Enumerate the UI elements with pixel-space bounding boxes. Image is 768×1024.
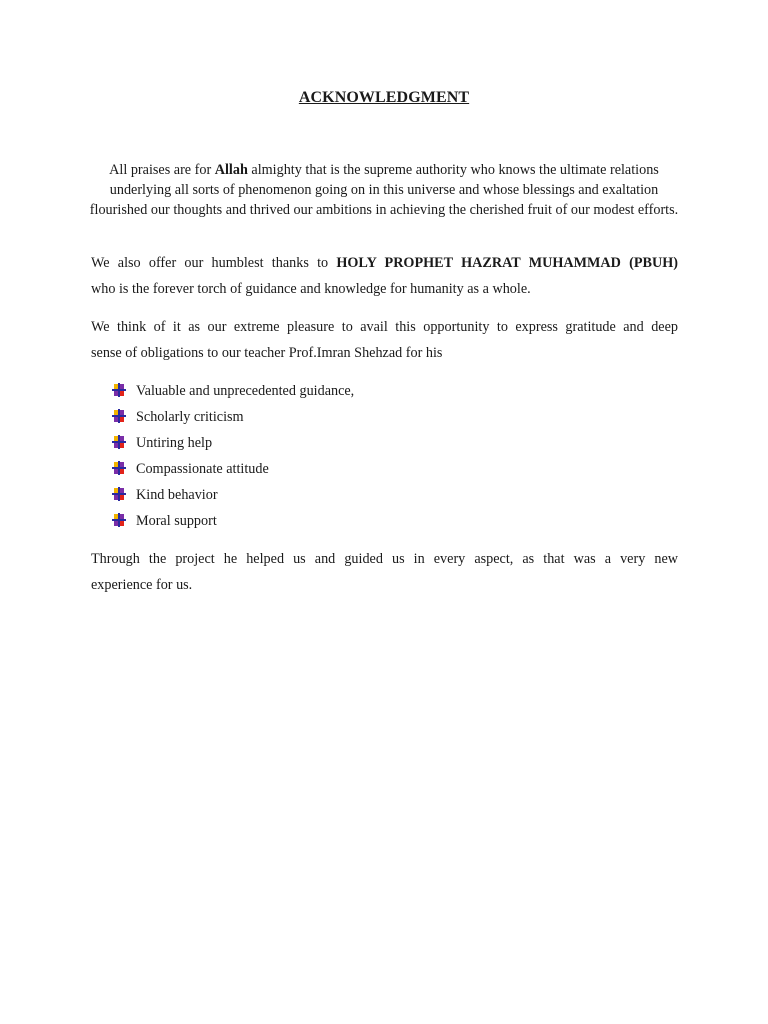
pin-bullet-icon xyxy=(112,435,126,449)
project-help-line-1: Through the project he helped us and guided us in every aspect, as that was a very new xyxy=(91,551,678,567)
paragraph-project-help xyxy=(91,546,678,598)
page-title: ACKNOWLEDGMENT xyxy=(298,89,470,106)
prophet-thanks-text: We also offer our humblest thanks to xyxy=(91,255,337,271)
project-help-line-2: experience for us. xyxy=(91,577,193,593)
gratitude-line-1: We think of it as our extreme pleasure to avail this opportunity to express gratitude and deep xyxy=(91,319,678,335)
list-item xyxy=(112,482,354,508)
list-item xyxy=(112,430,354,456)
paragraph-teacher-gratitude xyxy=(91,314,678,366)
praise-text-end: almighty that is the supreme authority who knows the ultimate relations underlying all sorts of phenomenon going on in this universe and whose blessings and exaltation flourished our thoughts and thrived our ambitions in achieving the cherished fruit of our modest efforts. xyxy=(89,162,679,218)
list-item-text: Compassionate attitude xyxy=(136,461,269,477)
list-item xyxy=(112,378,354,404)
prophet-name: HOLY PROPHET HAZRAT MUHAMMAD (PBUH) xyxy=(336,255,678,271)
pin-bullet-icon xyxy=(112,383,126,397)
list-item-text: Valuable and unprecedented guidance, xyxy=(136,383,355,399)
list-item xyxy=(112,404,354,430)
prophet-thanks-line-2: who is the forever torch of guidance and knowledge for humanity as a whole. xyxy=(91,281,531,297)
pin-bullet-icon xyxy=(112,513,126,527)
list-item-text: Moral support xyxy=(136,513,217,529)
praise-text-start: All praises are for xyxy=(109,162,215,178)
list-item-text: Scholarly criticism xyxy=(136,409,244,425)
pin-bullet-icon xyxy=(112,487,126,501)
list-item xyxy=(112,456,354,482)
paragraph-prophet-thanks xyxy=(91,250,678,302)
list-item-text: Kind behavior xyxy=(136,487,218,503)
list-item-text: Untiring help xyxy=(136,435,213,451)
prophet-thanks-line-1 xyxy=(91,250,678,276)
gratitude-line-2: sense of obligations to our teacher Prof.Imran Shehzad for his xyxy=(91,345,443,361)
list-item xyxy=(112,508,354,534)
qualities-list xyxy=(112,378,354,534)
paragraph-praise xyxy=(88,160,680,220)
pin-bullet-icon xyxy=(112,461,126,475)
praise-bold-word: Allah xyxy=(214,162,248,178)
pin-bullet-icon xyxy=(112,409,126,423)
